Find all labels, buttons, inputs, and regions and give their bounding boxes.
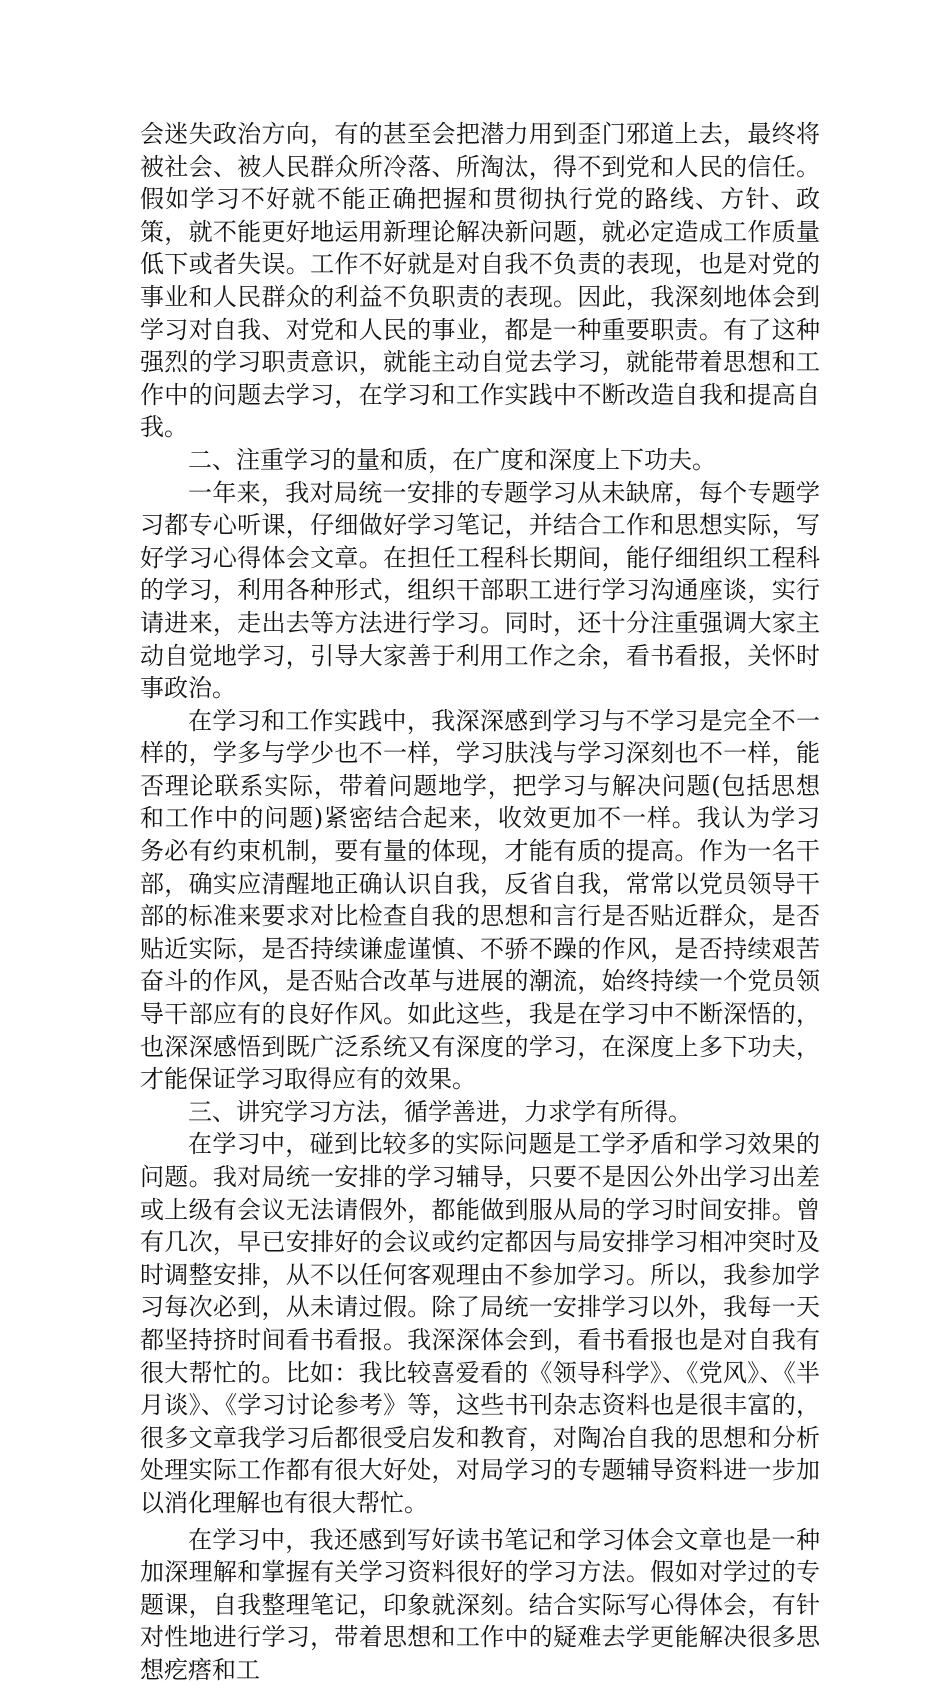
document-page	[140, 118, 820, 1687]
body-paragraph: 在学习中，碰到比较多的实际问题是工学矛盾和学习效果的问题。我对局统一安排的学习辅导，只要不是因公外出学习出差或上级有会议无法请假外，都能做到服从局的学习时间安排。曾有几次，早已安排好的会议或约定都因与局安排学习相冲突时及时调整安排，从不以任何客观理由不参加学习。所以，我参加学习每次必到，从未请过假。除了局统一安排学习以外，我每一天都坚持挤时间看书看报。我深深体会到，看书看报也是对自我有很大帮忙的。比如：我比较喜爱看的《领导科学》、《党风》、《半月谈》、《学习讨论参考》等，这些书刊杂志资料也是很丰富的，很多文章我学习后都很受启发和教育，对陶冶自我的思想和分析处理实际工作都有很大好处，对局学习的专题辅导资料进一步加以消化理解也有很大帮忙。	[140, 1130, 820, 1517]
section-heading: 二、注重学习的量和质，在广度和深度上下功夫。	[188, 445, 716, 474]
body-paragraph: 一年来，我对局统一安排的专题学习从未缺席，每个专题学习都专心听课，仔细做好学习笔记，并结合工作和思想实际，写好学习心得体会文章。在担任工程科长期间，能仔细组织工程科的学习，利用各种形式，组织干部职工进行学习沟通座谈，实行请进来，走出去等方法进行学习。同时，还十分注重强调大家主动自觉地学习，引导大家善于利用工作之余，看书看报，关怀时事政治。	[140, 478, 820, 703]
body-paragraph: 会迷失政治方向，有的甚至会把潜力用到歪门邪道上去，最终将被社会、被人民群众所冷落、所淘汰，得不到党和人民的信任。假如学习不好就不能正确把握和贯彻执行党的路线、方针、政策，就不能更好地运用新理论解决新问题，就必定造成工作质量低下或者失误。工作不好就是对自我不负责的表现，也是对党的事业和人民群众的利益不负职责的表现。因此，我深刻地体会到学习对自我、对党和人民的事业，都是一种重要职责。有了这种强烈的学习职责意识，就能主动自觉去学习，就能带着思想和工作中的问题去学习，在学习和工作实践中不断改造自我和提高自我。	[140, 120, 820, 442]
body-paragraph: 在学习中，我还感到写好读书笔记和学习体会文章也是一种加深理解和掌握有关学习资料很好的学习方法。假如对学过的专题课，自我整理笔记，印象就深刻。结合实际写心得体会，有针对性地进行学习，带着思想和工作中的疑难去学更能解决很多思想疙瘩和工	[140, 1525, 820, 1684]
section-heading: 三、讲究学习方法，循学善进，力求学有所得。	[188, 1097, 692, 1126]
body-paragraph: 在学习和工作实践中，我深深感到学习与不学习是完全不一样的，学多与学少也不一样，学习肤浅与学习深刻也不一样，能否理论联系实际，带着问题地学，把学习与解决问题(包括思想和工作中的问题)紧密结合起来，收效更加不一样。我认为学习务必有约束机制，要有量的体现，才能有质的提高。作为一名干部，确实应清醒地正确认识自我，反省自我，常常以党员领导干部的标准来要求对比检查自我的思想和言行是否贴近群众，是否贴近实际，是否持续谦虚谨慎、不骄不躁的作风，是否持续艰苦奋斗的作风，是否贴合改革与进展的潮流，始终持续一个党员领导干部应有的良好作风。如此这些，我是在学习中不断深悟的，也深深感悟到既广泛系统又有深度的学习，在深度上多下功夫，才能保证学习取得应有的效果。	[140, 706, 820, 1094]
